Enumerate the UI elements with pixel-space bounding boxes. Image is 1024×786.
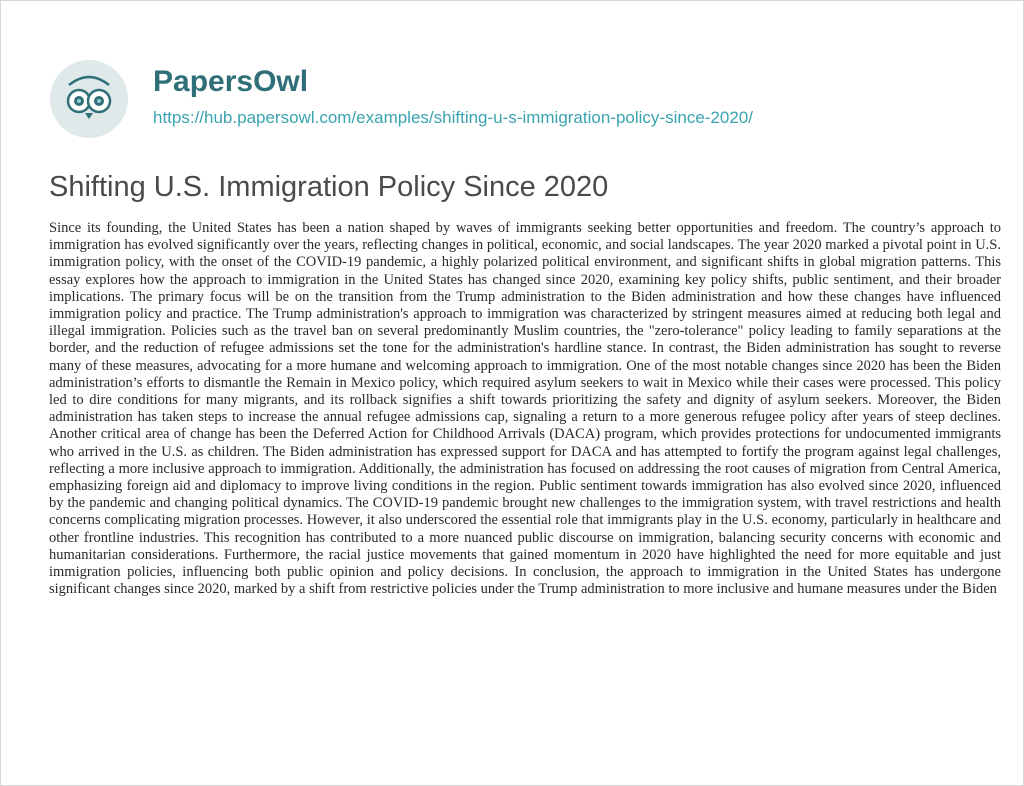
brand-name: PapersOwl [153, 65, 309, 98]
owl-logo-icon [49, 59, 129, 139]
essay-body: Since its founding, the United States has been a nation shaped by waves of immigrants seeking better opportunities and freedom. The country’s approach to immigration has evolved significantly over the years, reflecting changes in political, economic, and social landscapes. The year 2020 marked a pivotal point in U.S. immigration policy, with the onset of the COVID-19 pandemic, a highly polarized political environment, and significant shifts in global migration patterns. This essay explores how the approach to immigration in the United States has changed since 2020, examining key policy shifts, public sentiment, and their broader implications. The primary focus will be on the transition from the Trump administration to the Biden administration and how these changes have influenced immigration policy and practice. The Trump administration's approach to immigration was characterized by stringent measures aimed at reducing both legal and illegal immigration. Policies such as the travel ban on several predominantly Muslim countries, the "zero-tolerance" policy leading to family separations at the border, and the reduction of refugee admissions set the tone for the administration's hardline stance. In contrast, the Biden administration has sought to reverse many of these measures, advocating for a more humane and welcoming approach to immigration. One of the most notable changes since 2020 has been the Biden administration’s efforts to dismantle the Remain in Mexico policy, which required asylum seekers to wait in Mexico while their cases were processed. This policy led to dire conditions for many migrants, and its rollback signifies a shift towards prioritizing the safety and dignity of asylum seekers. Moreover, the Biden administration has taken steps to increase the annual refugee admissions cap, signaling a return to a more generous refugee policy after years of steep declines. Another critical area of change has been the Deferred Action for Childhood Arrivals (DACA) program, which provides protections for undocumented immigrants who arrived in the U.S. as children. The Biden administration has expressed support for DACA and has attempted to fortify the program against legal challenges, reflecting a more inclusive approach to immigration. Additionally, the administration has focused on addressing the root causes of migration from Central America, emphasizing foreign aid and diplomacy to improve living conditions in the region. Public sentiment towards immigration has also evolved since 2020, influenced by the pandemic and changing political dynamics. The COVID-19 pandemic brought new challenges to the immigration system, with travel restrictions and health concerns complicating migration processes. However, it also underscored the essential role that immigrants play in the U.S. economy, particularly in healthcare and other frontline industries. This recognition has contributed to a more nuanced public discourse on immigration, balancing security concerns with economic and humanitarian considerations. Furthermore, the racial justice movements that gained momentum in 2020 have highlighted the need for more equitable and just immigration policies, influencing both public opinion and policy decisions. In conclusion, the approach to immigration in the United States has undergone significant changes since 2020, marked by a shift from restrictive policies under the Trump administration to more inclusive and humane measures under the Biden [49, 220, 1001, 598]
page-url[interactable]: https://hub.papersowl.com/examples/shifting-u-s-immigration-policy-since-2020/ [153, 108, 753, 127]
essay-title: Shifting U.S. Immigration Policy Since 2020 [49, 171, 609, 203]
